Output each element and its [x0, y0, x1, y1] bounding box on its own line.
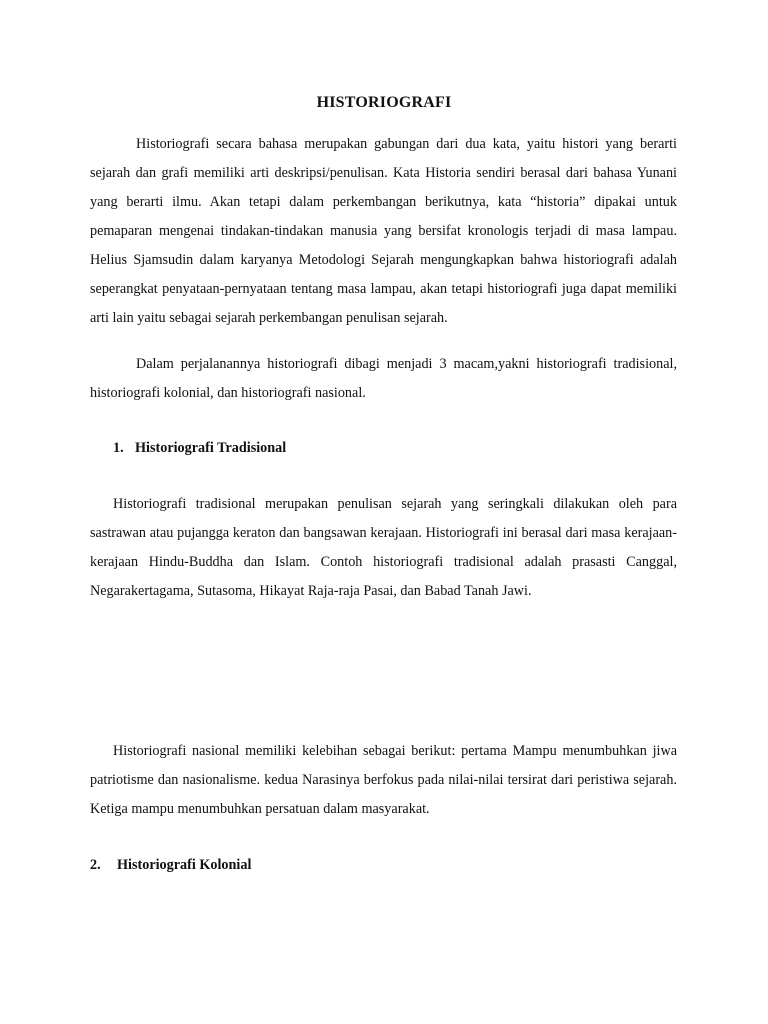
section-title: Historiografi Kolonial	[117, 857, 252, 873]
section-heading-kolonial	[90, 855, 251, 875]
section-number: 1.	[113, 440, 124, 456]
section-heading-tradisional	[113, 438, 286, 458]
intro-paragraph: Historiografi secara bahasa merupakan gabungan dari dua kata, yaitu histori yang berarti sejarah dan grafi memiliki arti deskripsi/penulisan. Kata Historia sendiri berasal dari bahasa Yunani yang berarti ilmu. Akan tetapi dalam perkembangan berikutnya, kata “historia” dipakai untuk pemaparan mengenai tindakan-tindakan manusia yang bersifat kronologis terjadi di masa lampau. Helius Sjamsudin dalam karyanya Metodologi Sejarah mengungkapkan bahwa historiografi adalah seperangkat penyataan-pernyataan tentang masa lampau, akan tetapi historiografi juga dapat memiliki arti lain yaitu sebagai sejarah perkembangan penulisan sejarah.	[90, 136, 677, 326]
nasional-paragraph: Historiografi nasional memiliki kelebihan sebagai berikut: pertama Mampu menumbuhkan jiwa patriotisme dan nasionalisme. kedua Narasinya berfokus pada nilai-nilai tersirat dari peristiwa sejarah. Ketiga mampu menumbuhkan persatuan dalam masyarakat.	[90, 743, 677, 817]
section-number: 2.	[90, 857, 101, 873]
section-title: Historiografi Tradisional	[135, 440, 287, 456]
classification-paragraph: Dalam perjalanannya historiografi dibagi menjadi 3 macam,yakni historiografi tradisional, historiografi kolonial, dan historiografi nasional.	[90, 356, 677, 401]
tradisional-paragraph: Historiografi tradisional merupakan penulisan sejarah yang seringkali dilakukan oleh para sastrawan atau pujangga keraton dan bangsawan kerajaan. Historiografi ini berasal dari masa kerajaan-kerajaan Hindu-Buddha dan Islam. Contoh historiografi tradisional adalah prasasti Canggal, Negarakertagama, Sutasoma, Hikayat Raja-raja Pasai, dan Babad Tanah Jawi.	[90, 496, 677, 599]
document-title: HISTORIOGRAFI	[316, 94, 452, 111]
